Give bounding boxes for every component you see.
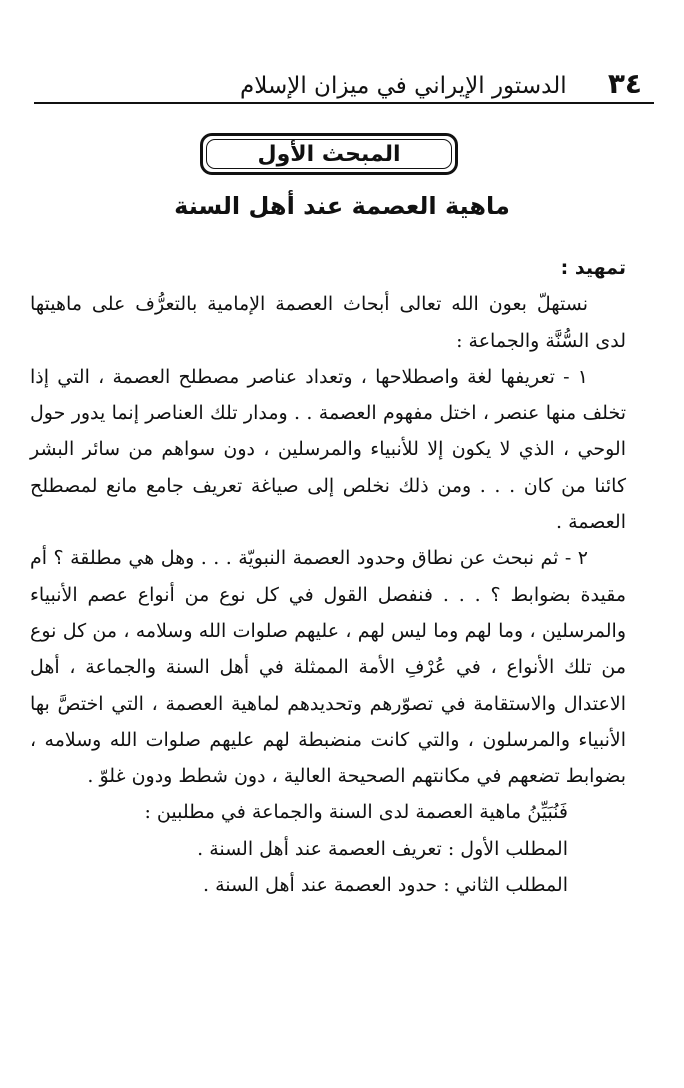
list-item-first-topic: المطلب الأول : تعريف العصمة عند أهل السنة . [197, 837, 568, 860]
paragraph-intro: نستهلّ بعون الله تعالى أبحاث العصمة الإمامية بالتعرُّف على ماهيتها لدى السُّنَّة والجماعة : [30, 293, 626, 352]
intro-label: تمهيد : [560, 257, 626, 279]
running-header [30, 58, 644, 98]
list-item-second-topic: المطلب الثاني : حدود العصمة عند أهل السنة . [203, 874, 568, 897]
page-number: ٣٤ [607, 67, 642, 100]
section-title-box [200, 133, 458, 175]
running-title: الدستور الإيراني في ميزان الإسلام [240, 73, 567, 99]
chapter-subtitle: ماهية العصمة عند أهل السنة [174, 192, 510, 220]
intro-heading [30, 250, 626, 286]
paragraph-point-1: ١ - تعريفها لغة واصطلاحها ، وتعداد عناصر مصطلح العصمة ، التي إذا تخلف منها عنصر ، اختل مفهوم العصمة . . ومدار تلك العناصر إنما يدور حول الوحي ، الذي لا يكون إلا للأنبياء والمرسلين ، دون سواهم من سائر البشر كائنا من كان . . . ومن ذلك نخلص إلى صياغة تعريف جامع مانع لمصطلح العصمة . [30, 365, 626, 534]
section-title: المبحث الأول [257, 141, 401, 167]
paragraph-point-2: ٢ - ثم نبحث عن نطاق وحدود العصمة النبويّة . . . وهل هي مطلقة ؟ أم مقيدة بضوابط ؟ . . . فنفصل القول في كل نوع من أنواع عصم الأنبياء والمرسلين ، وما لهم وما ليس لهم ، عليهم صلوات الله وسلامه ، من كل نوع من تلك الأنواع ، في عُرْفِ الأمة الممثلة في أهل السنة والجماعة ، أهل الاعتدال والاستقامة في تصوّرهم وتحديدهم لماهية العصمة ، التي اختصَّ بها الأنبياء والمرسلون ، والتي كانت منضبطة لهم عليهم صلوات الله وسلامه ، بضوابط تضعهم في مكانتهم الصحيحة العالية ، دون شطط ودون غلوّ . [30, 547, 626, 788]
body-text [30, 250, 626, 903]
paragraph-summary: فَنُبَيِّنُ ماهية العصمة لدى السنة والجماعة في مطلبين : [144, 801, 568, 824]
header-rule [34, 102, 654, 104]
